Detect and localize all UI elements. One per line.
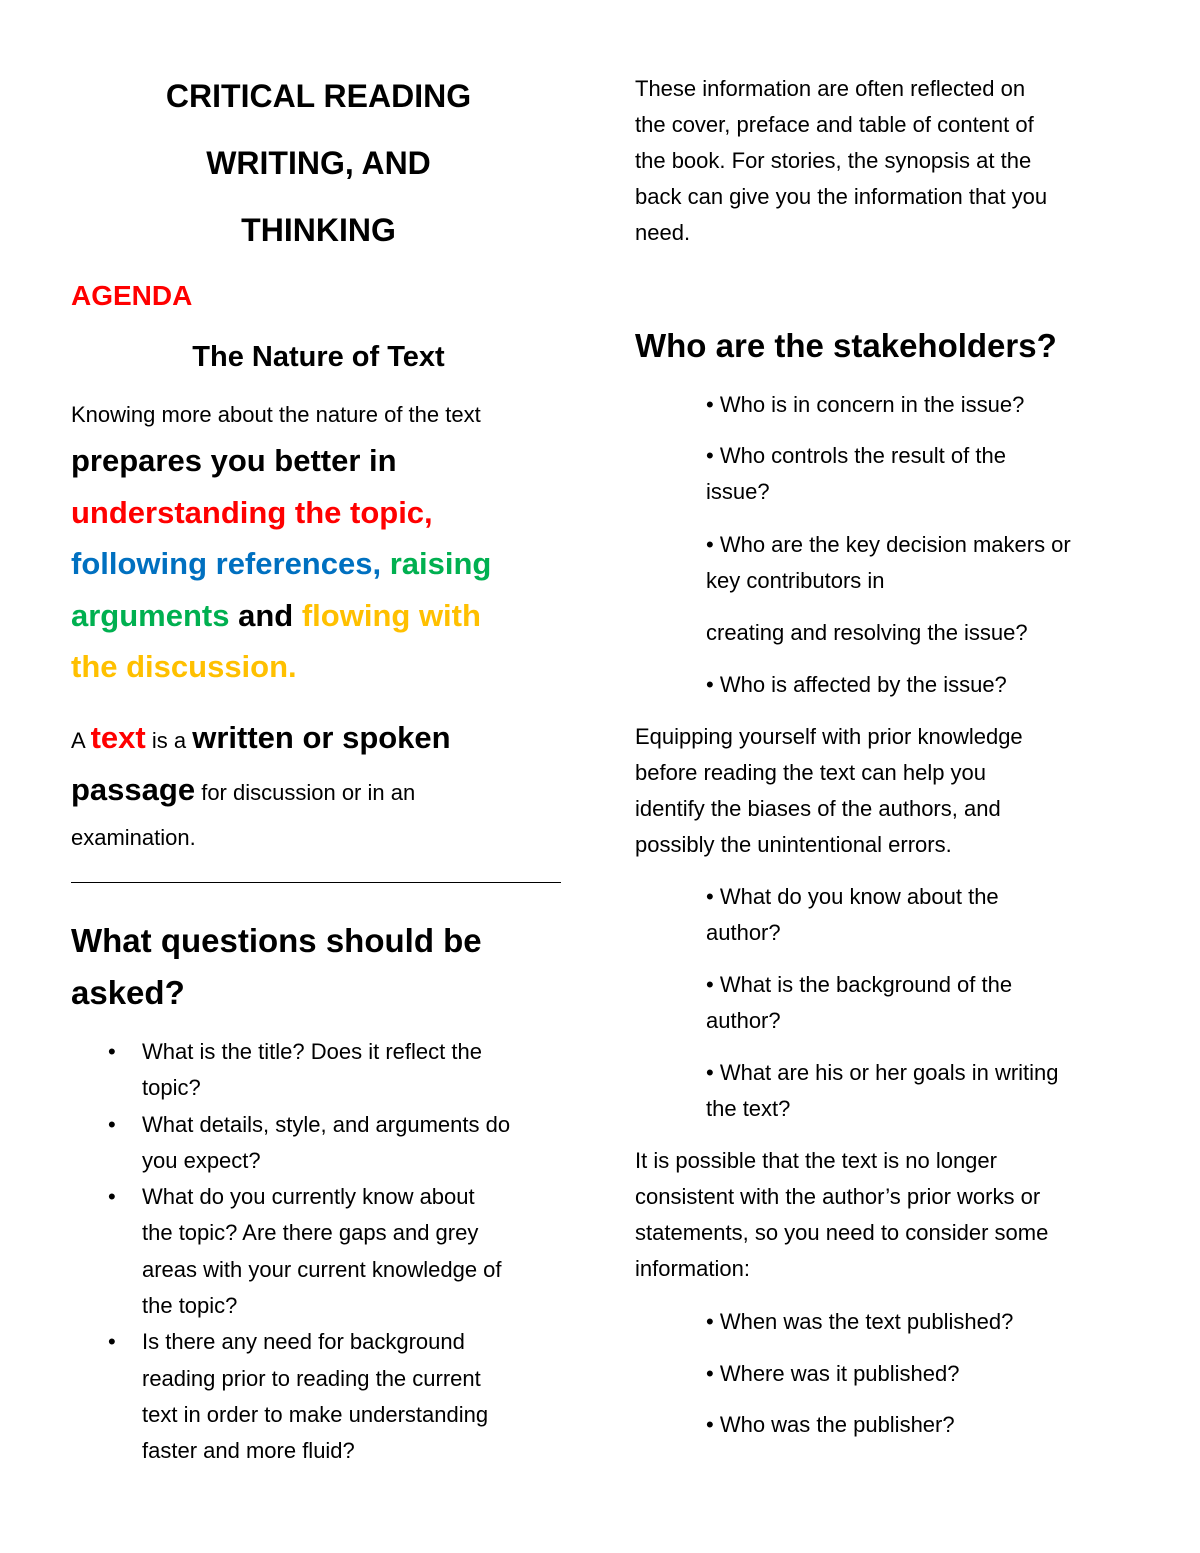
- def-is-a: is a: [151, 728, 187, 753]
- bullet-icon: •: [108, 1111, 116, 1137]
- equipping-paragraph: Equipping yourself with prior knowledge before reading the text can help you identify the biases of the authors, and possibly the unintentional errors.: [635, 724, 1023, 857]
- list-item: • Who was the publisher?: [706, 1412, 955, 1437]
- questions-heading: [71, 915, 566, 1019]
- list-item: • Is there any need for background reading prior to reading the current text in order to make understanding faster and more fluid?: [71, 1324, 566, 1469]
- flowing-phrase: flowing with: [301, 597, 481, 633]
- section-title: The Nature of Text: [192, 341, 445, 373]
- list-item: key contributors in: [706, 568, 885, 593]
- questions-heading-line-1: What questions should be: [71, 922, 482, 959]
- def-text-word: text: [90, 720, 146, 755]
- following-comma: ,: [372, 546, 382, 581]
- intro-paragraph: These information are often reflected on the cover, preface and table of content of the book. For stories, the synopsis at the back can give you the information that you need.: [635, 76, 1048, 245]
- list-item: • Who are the key decision makers or: [706, 532, 1071, 557]
- list-item: • Who is in concern in the issue?: [706, 392, 1025, 417]
- divider-line: [71, 882, 561, 883]
- list-item: • What is the background of the: [706, 972, 1013, 997]
- list-item: • Who is affected by the issue?: [706, 672, 1007, 697]
- questions-heading-line-2: asked?: [71, 974, 185, 1011]
- agenda-label: AGENDA: [71, 280, 193, 311]
- discussion-line: the discussion.: [71, 649, 297, 684]
- document-title-line-2: WRITING, AND: [206, 145, 431, 181]
- raising-word: raising: [389, 546, 492, 581]
- text-definition: [71, 714, 566, 858]
- list-item: • What are his or her goals in writing: [706, 1060, 1059, 1085]
- stakeholders-heading: Who are the stakeholders?: [635, 327, 1057, 364]
- possible-paragraph: It is possible that the text is no longer consistent with the author’s prior works or statements, so you need to consider some information:: [635, 1148, 1049, 1281]
- bullet-icon: •: [108, 1184, 116, 1210]
- list-item: • Where was it published?: [706, 1361, 960, 1386]
- def-for: for discussion or in an: [201, 780, 416, 805]
- list-item: • What is the title? Does it reflect the topic?: [71, 1034, 566, 1107]
- list-item: • Who controls the result of the: [706, 443, 1006, 468]
- def-examination: examination.: [71, 825, 196, 850]
- list-item: • When was the text published?: [706, 1309, 1014, 1334]
- highlighted-statement: [71, 435, 566, 693]
- list-item: issue?: [706, 479, 770, 504]
- list-item: the text?: [706, 1096, 791, 1121]
- def-a: A: [71, 728, 85, 753]
- questions-list: [71, 1034, 566, 1470]
- list-item: • What details, style, and arguments do you expect?: [71, 1107, 566, 1180]
- list-item: creating and resolving the issue?: [706, 620, 1028, 645]
- list-item: • What do you know about the: [706, 884, 999, 909]
- def-passage: passage: [71, 772, 196, 807]
- understanding-line: understanding the topic,: [71, 494, 433, 530]
- prepares-line: prepares you better in: [71, 443, 397, 478]
- list-item: • What do you currently know about the topic? Are there gaps and grey areas with your current knowledge of the topic?: [71, 1179, 566, 1324]
- bullet-icon: •: [108, 1329, 116, 1355]
- list-item: author?: [706, 1008, 781, 1033]
- def-written: written or spoken: [192, 720, 451, 755]
- list-item: author?: [706, 920, 781, 945]
- document-title-line-3: THINKING: [241, 212, 396, 248]
- following-phrase: following references: [71, 546, 373, 581]
- knowing-text: Knowing more about the nature of the text: [71, 402, 481, 427]
- and-word: and: [238, 597, 294, 633]
- arguments-word: arguments: [71, 597, 230, 633]
- document-title-line-1: CRITICAL READING: [165, 78, 472, 114]
- bullet-icon: •: [108, 1039, 116, 1064]
